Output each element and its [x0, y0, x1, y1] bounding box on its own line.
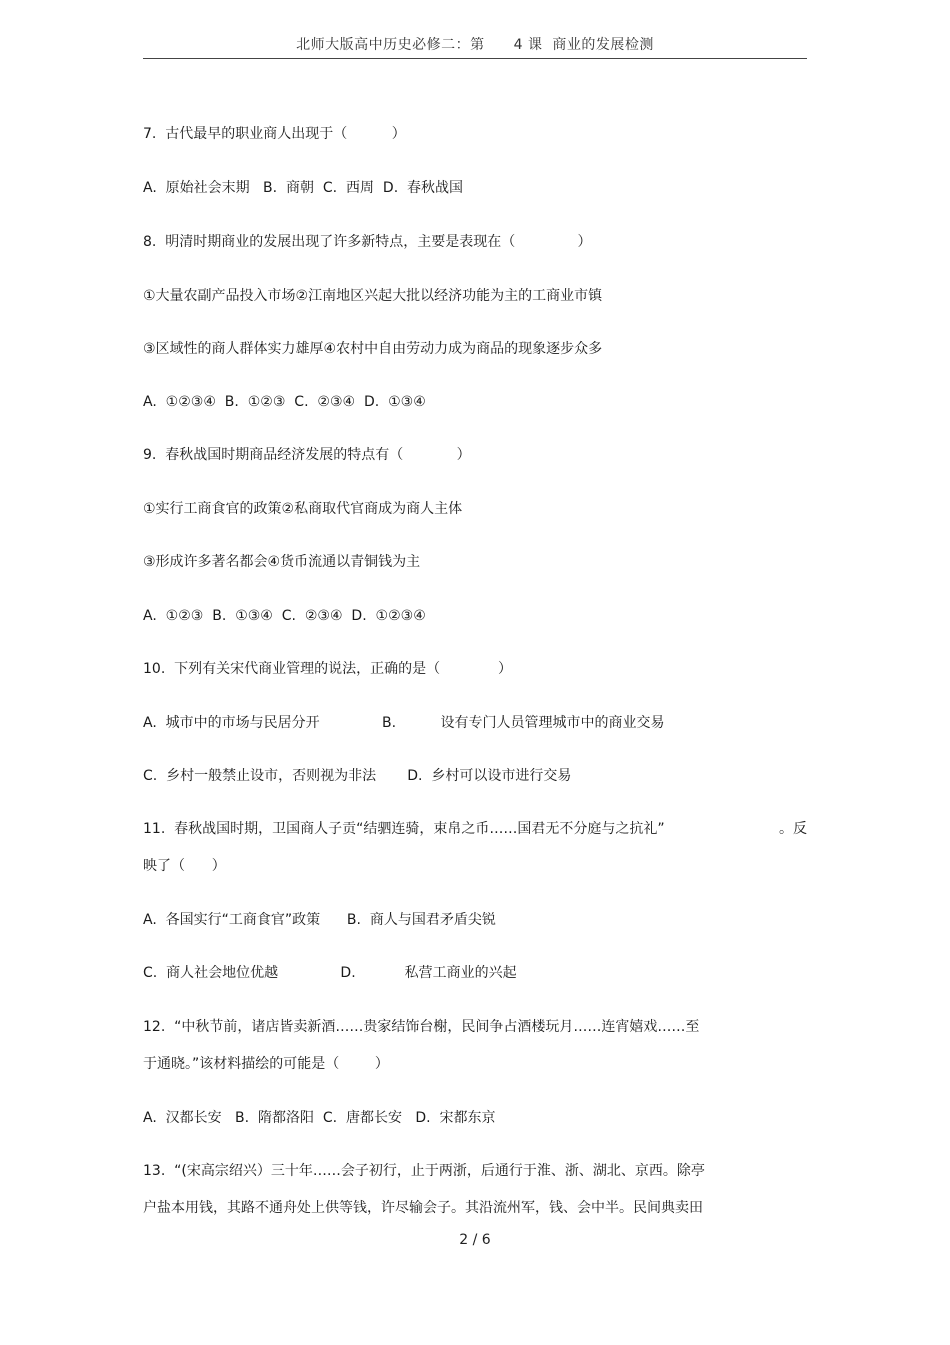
question-11-stem-tail: 。反 [779, 821, 807, 837]
question-13-stem: 13. “(宋高宗绍兴）三十年……会子初行，止于两浙，后通行于淮、浙、湖北、京西。除亭 [143, 1163, 705, 1179]
page-header-title: 北师大版高中历史必修二：第 4 课 商业的发展检测 [296, 37, 654, 53]
question-8-item-3-4: ③区域性的商人群体实力雄厚④农村中自由劳动力成为商品的现象逐步众多 [143, 341, 603, 357]
question-13-stem-cont: 户盐本用钱，其路不通舟处上供等钱，许尽输会子。其沿流州军，钱、会中半。民间典卖田 [143, 1200, 703, 1216]
question-8-options: A. ①②③④ B. ①②③ C. ②③④ D. ①③④ [143, 394, 426, 410]
page-number: 2 / 6 [459, 1232, 491, 1248]
question-11-options-a-b: A. 各国实行“工商食官”政策 B. 商人与国君矛盾尖锐 [143, 912, 496, 928]
question-7-options: A. 原始社会末期 B. 商朝 C. 西周 D. 春秋战国 [143, 180, 464, 196]
question-12-stem: 12. “中秋节前，诸店皆卖新酒……贵家结饰台榭，民间争占酒楼玩月……连宵嬉戏……至 [143, 1019, 700, 1035]
question-9-item-1-2: ①实行工商食官的政策②私商取代官商成为商人主体 [143, 501, 463, 517]
question-9-stem: 9. 春秋战国时期商品经济发展的特点有（ ） [143, 447, 471, 463]
question-11-options-c-d: C. 商人社会地位优越 D. 私营工商业的兴起 [143, 965, 517, 981]
question-10-options-a-b: A. 城市中的市场与民居分开 B. 设有专门人员管理城市中的商业交易 [143, 715, 665, 731]
question-9-options: A. ①②③ B. ①③④ C. ②③④ D. ①②③④ [143, 608, 426, 624]
question-10-stem: 10. 下列有关宋代商业管理的说法，正确的是（ ） [143, 661, 513, 677]
question-7-stem: 7. 古代最早的职业商人出现于（ ） [143, 126, 406, 142]
question-9-item-3-4: ③形成许多著名都会④货币流通以青铜钱为主 [143, 554, 421, 570]
question-8-item-1-2: ①大量农副产品投入市场②江南地区兴起大批以经济功能为主的工商业市镇 [143, 288, 603, 304]
question-11-stem: 11. 春秋战国时期，卫国商人子贡“结驷连骑，束帛之币……国君无不分庭与之抗礼” [143, 821, 665, 837]
header-divider [143, 58, 807, 59]
question-12-options: A. 汉都长安 B. 隋都洛阳 C. 唐都长安 D. 宋都东京 [143, 1110, 496, 1126]
question-8-stem: 8. 明清时期商业的发展出现了许多新特点，主要是表现在（ ） [143, 234, 592, 250]
question-12-stem-cont: 于通晓。”该材料描绘的可能是（ ） [143, 1056, 389, 1072]
question-10-options-c-d: C. 乡村一般禁止设市，否则视为非法 D. 乡村可以设市进行交易 [143, 768, 572, 784]
question-11-stem-cont: 映了（ ） [143, 858, 226, 874]
